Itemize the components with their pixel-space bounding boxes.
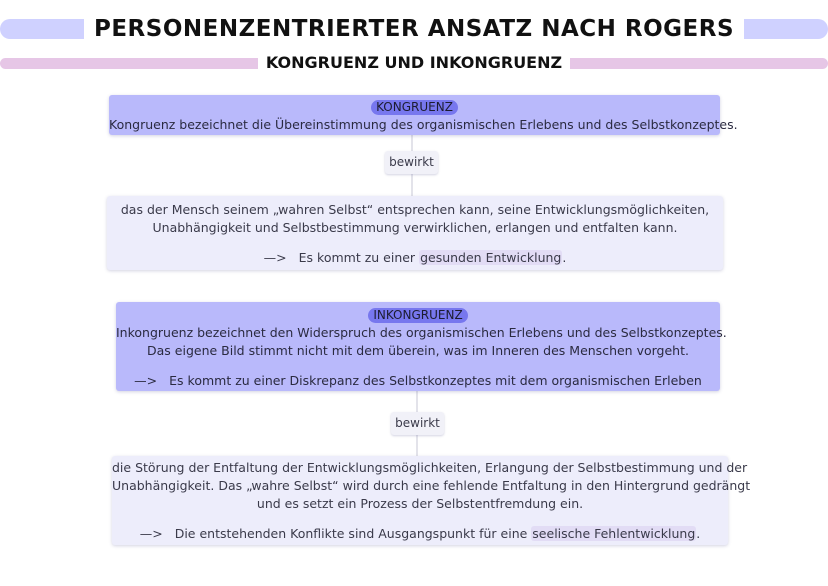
relation-label-inkongruenz[interactable] xyxy=(391,412,444,435)
kongruenz-effect-node[interactable] xyxy=(107,196,723,270)
inkongruenz-conclusion-prefix: Die entstehenden Konflikte sind Ausgangspunkt für eine xyxy=(174,526,528,541)
kongruenz-definition: Kongruenz bezeichnet die Übereinstimmung des organismischen Erlebens und des Selbstkonzeptes. xyxy=(109,117,738,132)
inkongruenz-effect-line: und es setzt ein Prozess der Selbstentfremdung ein. xyxy=(256,496,584,511)
arrow-icon: —> xyxy=(139,526,163,541)
inkongruenz-effect-node[interactable] xyxy=(112,456,751,545)
inkongruenz-definition-conclusion-text: Es kommt zu einer Diskrepanz des Selbstkonzeptes mit dem organismischen Erleben xyxy=(169,373,702,388)
kongruenz-conclusion-highlight: gesunden Entwicklung xyxy=(420,250,562,265)
kongruenz-effect-line: das der Mensch seinem „wahren Selbst“ entsprechen kann, seine Entwicklungsmöglichkeiten, xyxy=(120,202,710,217)
arrow-icon: —> xyxy=(263,250,287,265)
relation-label-text: bewirkt xyxy=(389,155,434,169)
inkongruenz-definition-line: Inkongruenz bezeichnet den Widerspruch des organismischen Erlebens und des Selbstkonzeptes. xyxy=(116,325,727,340)
relation-label-text: bewirkt xyxy=(395,416,440,430)
page-subtitle xyxy=(0,52,828,74)
inkongruenz-node[interactable] xyxy=(116,302,727,391)
page-subtitle-text: KONGRUENZ UND INKONGRUENZ xyxy=(258,52,570,74)
inkongruenz-effect-line: die Störung der Entfaltung der Entwicklungsmöglichkeiten, Erlangung der Selbstbestimmung und der xyxy=(112,460,748,475)
kongruenz-conclusion-suffix: . xyxy=(562,250,567,265)
kongruenz-node[interactable] xyxy=(109,95,738,135)
page-title xyxy=(0,12,828,46)
kongruenz-conclusion-prefix: Es kommt zu einer xyxy=(298,250,416,265)
inkongruenz-conclusion-highlight: seelische Fehlentwicklung xyxy=(532,526,696,541)
kongruenz-effect-line: Unabhängigkeit und Selbstbestimmung verwirklichen, erlangen und entfalten kann. xyxy=(152,220,678,235)
page-title-text: PERSONENZENTRIERTER ANSATZ NACH ROGERS xyxy=(84,12,744,46)
inkongruenz-effect-line: Unabhängigkeit. Das „wahre Selbst“ wird durch eine fehlende Entfaltung in den Hintergrund gedrängt xyxy=(112,478,751,493)
kongruenz-heading: KONGRUENZ xyxy=(371,100,458,115)
kongruenz-conclusion xyxy=(107,249,723,267)
inkongruenz-conclusion xyxy=(112,525,728,543)
inkongruenz-heading: INKONGRUENZ xyxy=(368,308,467,323)
inkongruenz-definition-line: Das eigene Bild stimmt nicht mit dem überein, was im Inneren des Menschen vorgeht. xyxy=(147,343,689,358)
inkongruenz-definition-conclusion xyxy=(116,372,720,390)
relation-label-kongruenz[interactable] xyxy=(385,151,438,174)
inkongruenz-conclusion-suffix: . xyxy=(696,526,701,541)
arrow-icon: —> xyxy=(134,373,158,388)
